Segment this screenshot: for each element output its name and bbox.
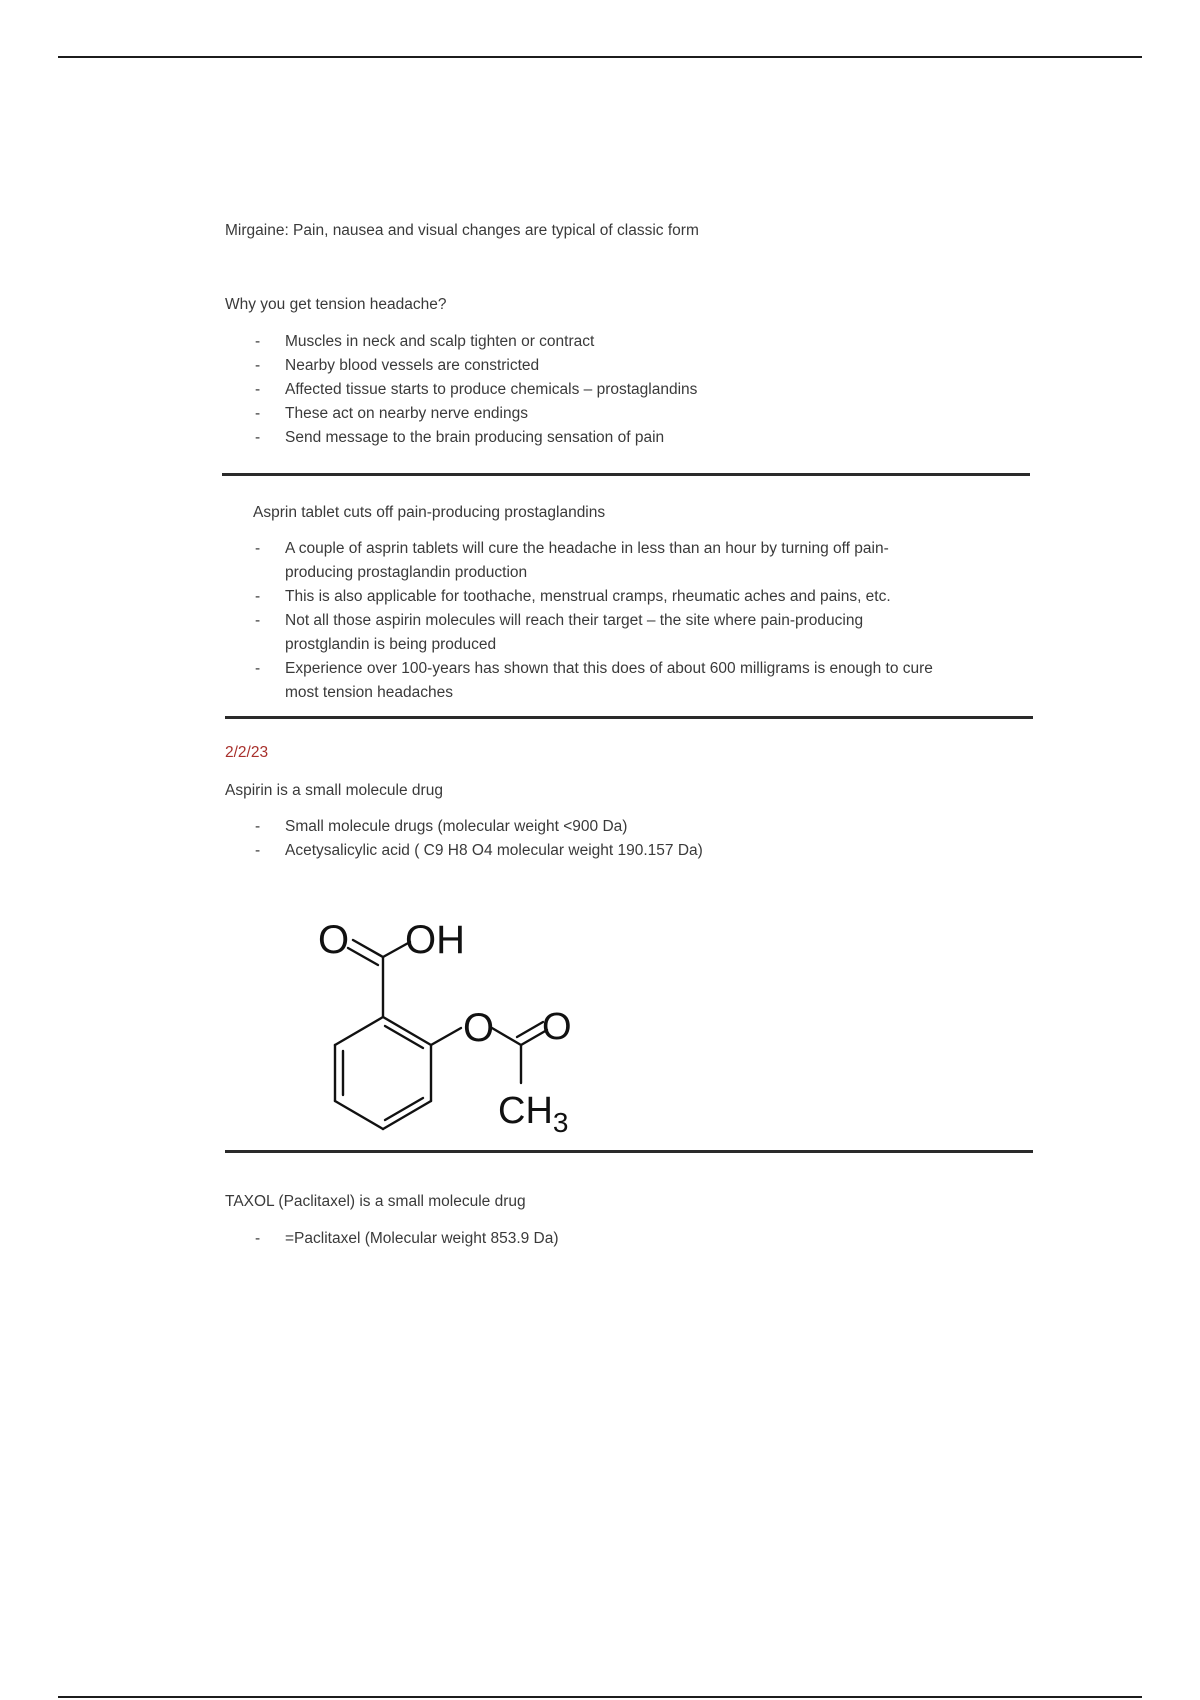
- taxol-heading: TAXOL (Paclitaxel) is a small molecule drug: [225, 1193, 526, 1210]
- list-item-text: Acetysalicylic acid ( C9 H8 O4 molecular weight 190.157 Da): [285, 842, 703, 859]
- tension-question: Why you get tension headache?: [225, 296, 447, 313]
- list-item: [255, 815, 955, 839]
- ring-bond: [383, 1101, 431, 1129]
- bullet-dash: -: [255, 333, 261, 350]
- migraine-line: Mirgaine: Pain, nausea and visual changes are typical of classic form: [225, 222, 699, 239]
- ring-bond: [383, 1017, 431, 1045]
- list-item: [255, 1227, 955, 1251]
- aspirin-small-heading: Aspirin is a small molecule drug: [225, 782, 443, 799]
- bullet-dash: -: [255, 357, 261, 374]
- bullet-dash: -: [255, 588, 261, 605]
- list-item: [255, 354, 955, 378]
- bullet-dash: -: [255, 612, 261, 629]
- list-item-text: Muscles in neck and scalp tighten or contract: [285, 333, 595, 350]
- list-item-text: Affected tissue starts to produce chemicals – prostaglandins: [285, 381, 698, 398]
- bullet-dash: -: [255, 429, 261, 446]
- taxol-list: [255, 1227, 955, 1251]
- list-item-text: This is also applicable for toothache, menstrual cramps, rheumatic aches and pains, etc.: [285, 588, 891, 605]
- list-item-text: Send message to the brain producing sensation of pain: [285, 429, 665, 446]
- list-item-text: These act on nearby nerve endings: [285, 405, 528, 422]
- aspirin-tablet-heading: Asprin tablet cuts off pain-producing prostaglandins: [253, 504, 606, 521]
- list-item-text: A couple of asprin tablets will cure the headache in less than an hour by turning off pain-producing prostaglandin production: [285, 540, 889, 581]
- section-divider: [225, 1150, 1033, 1153]
- list-item-text: Small molecule drugs (molecular weight <900 Da): [285, 818, 628, 835]
- list-item: [255, 378, 955, 402]
- ester-oxygen-label: O: [463, 1006, 495, 1050]
- bullet-dash: -: [255, 818, 261, 835]
- list-item: [255, 402, 955, 426]
- list-item: [255, 657, 935, 705]
- list-item: [255, 330, 955, 354]
- footer-rule: [58, 1696, 1142, 1698]
- aspirin-structure-diagram: [285, 905, 572, 1150]
- list-item: [255, 609, 935, 657]
- section-divider: [225, 716, 1033, 719]
- bullet-dash: -: [255, 842, 261, 859]
- aspirin-tablet-list: [255, 537, 935, 705]
- list-item-text: Experience over 100-years has shown that this does of about 600 milligrams is enough to cure most tension headaches: [285, 660, 933, 701]
- aspirin-small-list: [255, 815, 955, 863]
- methyl-subscript: 3: [552, 1107, 569, 1138]
- bullet-dash: -: [255, 1230, 261, 1247]
- list-item-text: Not all those aspirin molecules will reach their target – the site where pain-producing prostglandin is being produced: [285, 612, 864, 653]
- bullet-dash: -: [255, 540, 261, 557]
- ring-bond: [335, 1101, 383, 1129]
- date-stamp: 2/2/23: [225, 744, 269, 761]
- tension-list: [255, 330, 955, 450]
- list-item: [255, 839, 955, 863]
- list-item: [255, 537, 935, 585]
- ring-bond: [335, 1017, 383, 1045]
- hydroxyl-label: OH: [405, 918, 465, 962]
- list-item-text: Nearby blood vessels are constricted: [285, 357, 540, 374]
- ester-bond: [431, 1028, 461, 1045]
- bullet-dash: -: [255, 405, 261, 422]
- bullet-dash: -: [255, 660, 261, 677]
- methyl-label: [498, 1090, 568, 1138]
- acetyl-oxygen-label: O: [542, 1006, 572, 1048]
- carbonyl-oxygen-label: O: [318, 918, 350, 962]
- methyl-ch: CH: [498, 1090, 553, 1132]
- header-rule: [58, 56, 1142, 58]
- list-item: [255, 585, 935, 609]
- list-item: [255, 426, 955, 450]
- bullet-dash: -: [255, 381, 261, 398]
- list-item-text: =Paclitaxel (Molecular weight 853.9 Da): [285, 1230, 559, 1247]
- section-divider: [222, 473, 1030, 476]
